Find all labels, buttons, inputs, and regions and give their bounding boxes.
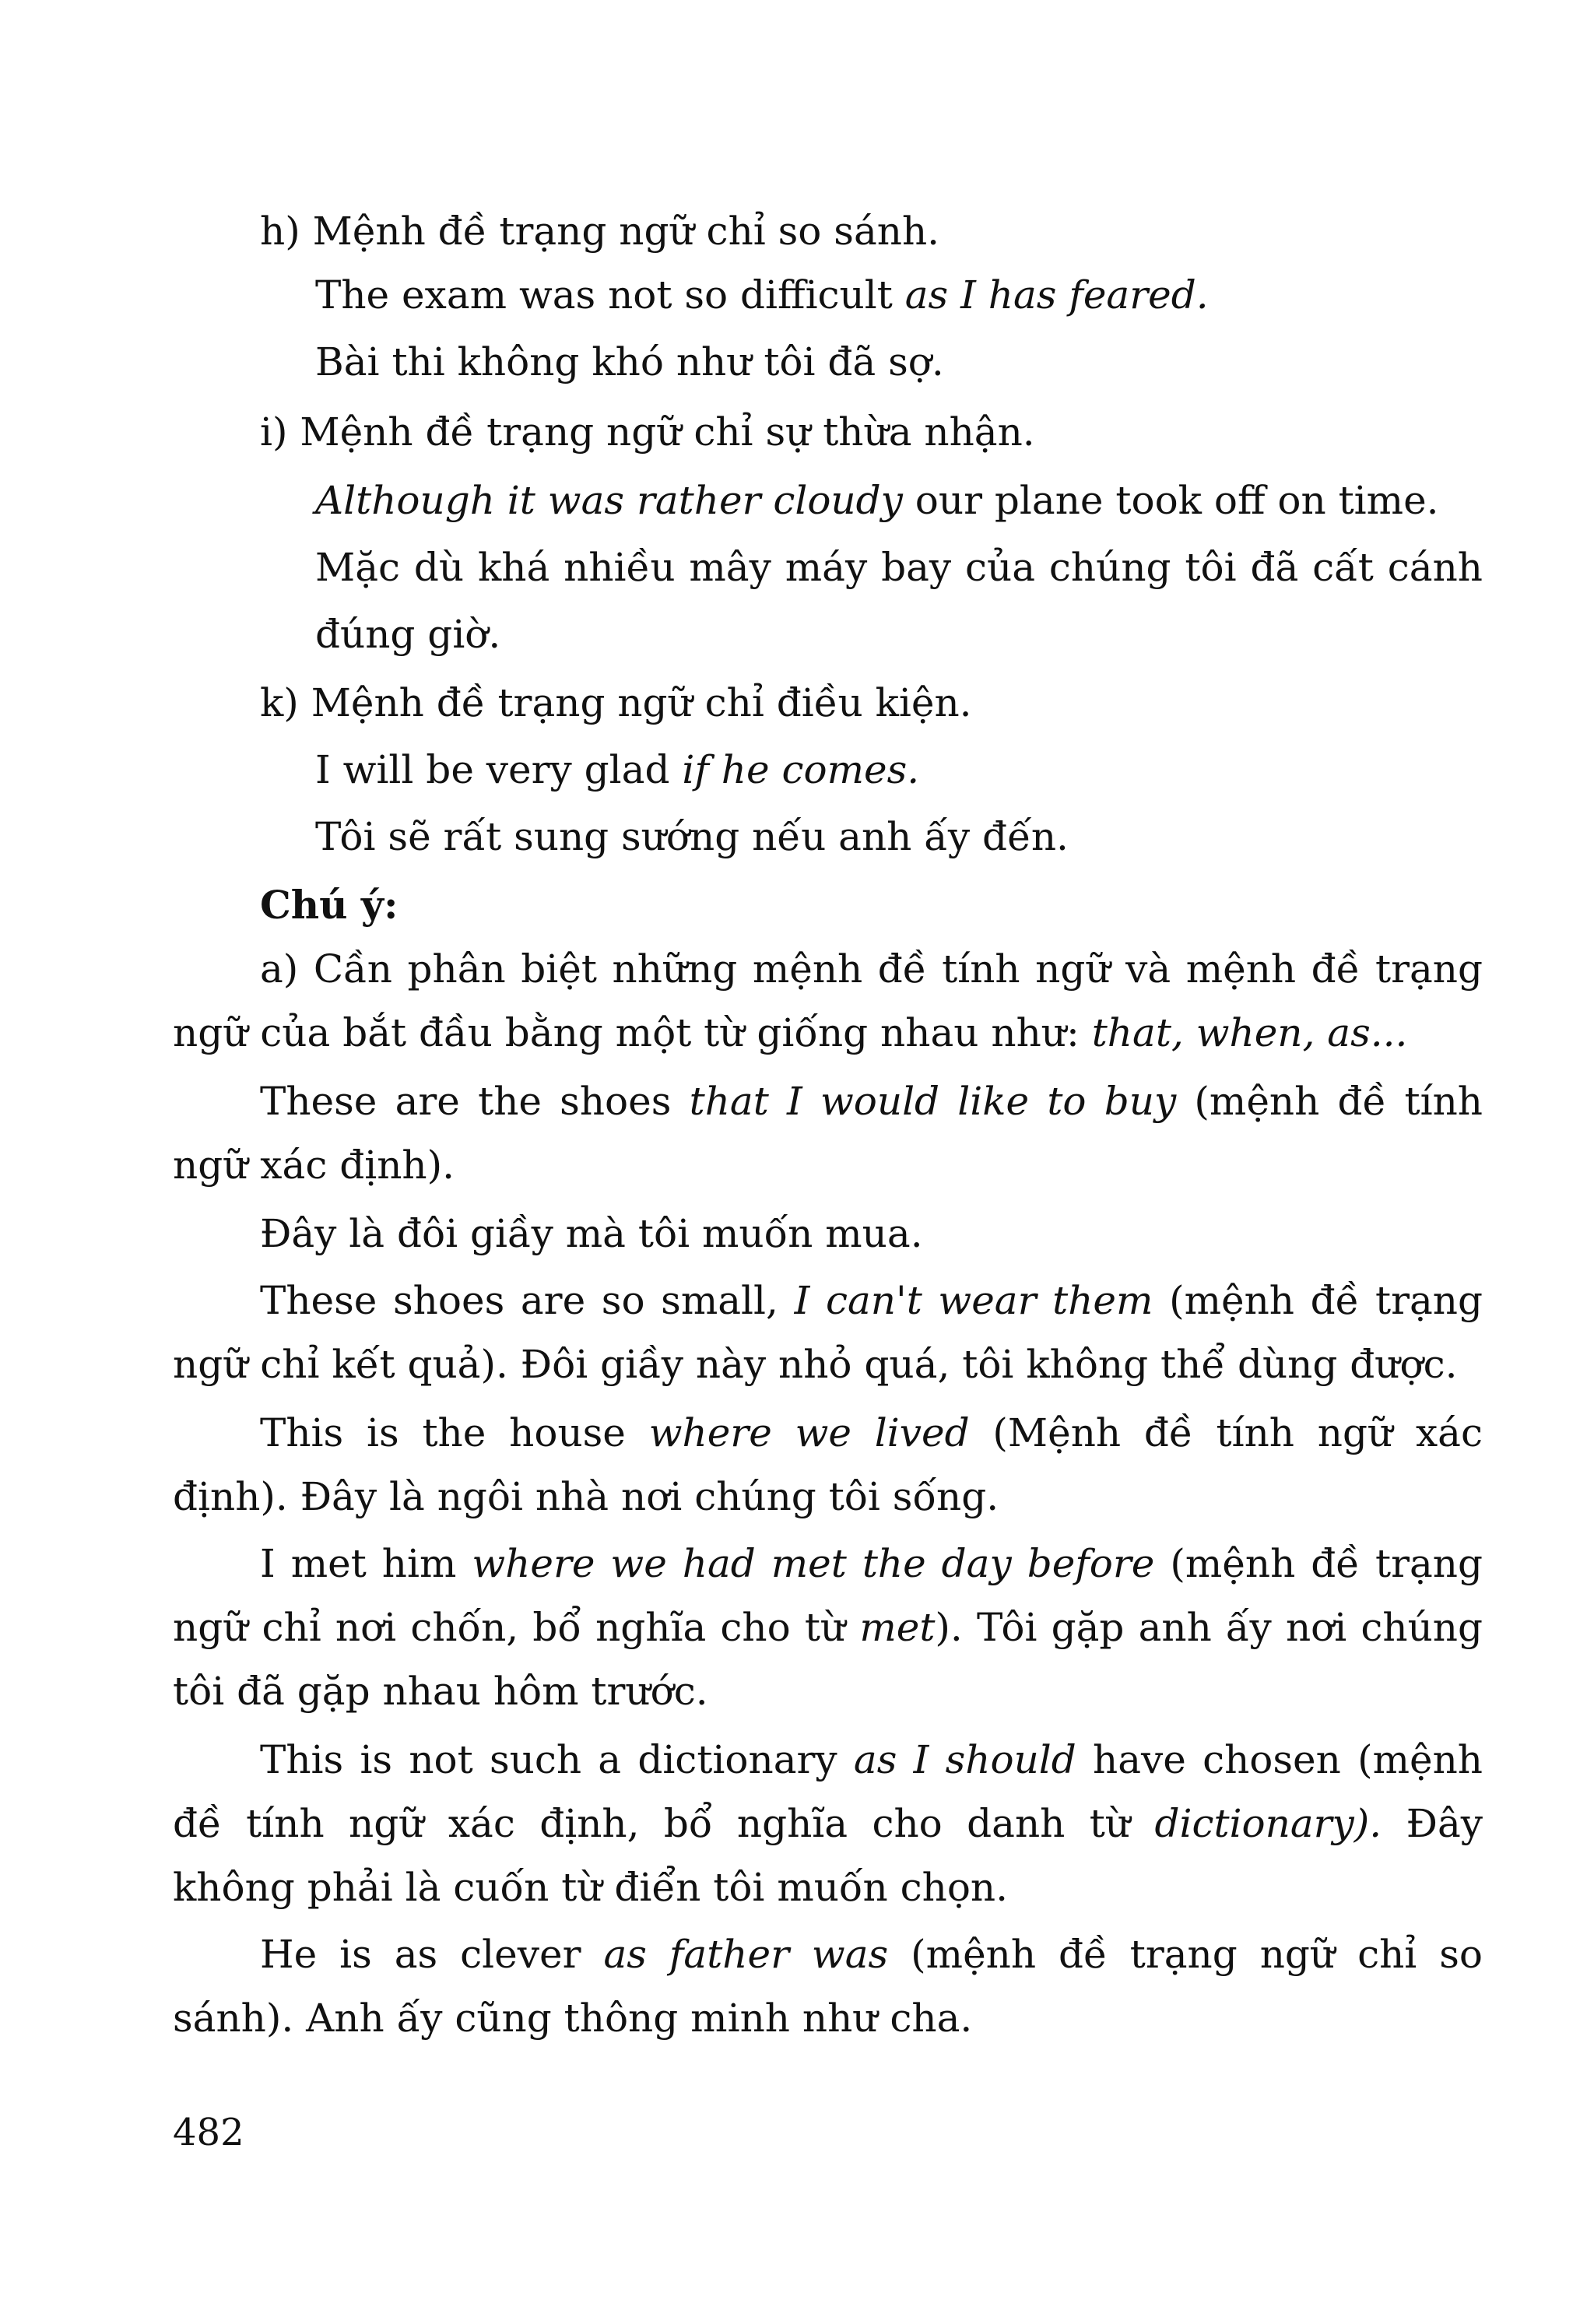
note-paragraph-1-line-2 <box>173 1010 1408 1055</box>
example-italic-clause: if he comes. <box>682 747 920 792</box>
example-en-h <box>315 272 1209 318</box>
example-text: I will be very glad <box>315 747 683 792</box>
note-paragraph-4-line-1 <box>260 1278 1483 1323</box>
text-segment: This is not such a dictionary <box>260 1737 854 1782</box>
note-paragraph-6-line-2 <box>173 1605 1483 1650</box>
text-segment: ngữ chỉ nơi chốn, bổ nghĩa cho từ <box>173 1605 860 1650</box>
note-paragraph-7-line-3 <box>173 1865 1009 1910</box>
text-segment: đề tính ngữ xác định, bổ nghĩa cho danh từ <box>173 1801 1155 1846</box>
text-segment: I met him <box>260 1541 472 1586</box>
example-vi-h: Bài thi không khó như tôi đã sợ. <box>315 339 944 384</box>
note-paragraph-2-line-1 <box>260 1079 1483 1124</box>
example-en-k <box>315 747 920 792</box>
text-segment: (mệnh đề tính <box>1176 1079 1483 1124</box>
example-italic-clause: as I has feared. <box>904 272 1209 318</box>
item-label-k: k) Mệnh đề trạng ngữ chỉ điều kiện. <box>260 680 972 725</box>
italic-segment: as father was <box>603 1932 889 1977</box>
text-segment: (mệnh đề trạng <box>1154 1541 1483 1586</box>
example-text: our plane took off on time. <box>902 478 1439 523</box>
text-segment: (Mệnh đề tính ngữ xác <box>969 1410 1483 1455</box>
italic-segment: as I should <box>853 1737 1076 1782</box>
note-paragraph-6-line-3 <box>173 1669 708 1714</box>
italic-segment: dictionary). <box>1154 1801 1382 1846</box>
text-segment: have chosen (mệnh <box>1076 1737 1483 1782</box>
note-paragraph-6-line-1 <box>260 1541 1483 1586</box>
text-segment: a) Cần phân biệt những mệnh đề tính ngữ và mệnh đề trạng <box>260 946 1483 992</box>
item-label-i: i) Mệnh đề trạng ngữ chỉ sự thừa nhận. <box>260 409 1035 455</box>
text-segment: He is as clever <box>260 1932 604 1977</box>
text-segment: ngữ xác định). <box>173 1143 455 1188</box>
italic-segment: where we lived <box>648 1410 970 1455</box>
note-paragraph-7-line-2 <box>173 1801 1483 1846</box>
italic-segment: where we had met the day before <box>472 1541 1155 1586</box>
note-paragraph-2-line-2 <box>173 1143 455 1188</box>
text-segment: ngữ của bắt đầu bằng một từ giống nhau như: <box>173 1010 1092 1055</box>
text-segment: tôi đã gặp nhau hôm trước. <box>173 1669 708 1714</box>
text-segment: Đây <box>1382 1801 1483 1846</box>
note-paragraph-5-line-2 <box>173 1474 999 1519</box>
text-segment: These shoes are so small, <box>260 1278 795 1323</box>
italic-segment: that, when, as... <box>1091 1010 1408 1055</box>
text-segment: Đây là đôi giầy mà tôi muốn mua. <box>260 1211 923 1256</box>
note-paragraph-7-line-1 <box>260 1737 1483 1782</box>
text-segment: ngữ chỉ kết quả). Đôi giầy này nhỏ quá, tôi không thể dùng được. <box>173 1342 1458 1387</box>
text-segment: (mệnh đề trạng <box>1153 1278 1483 1323</box>
example-vi-k: Tôi sẽ rất sung sướng nếu anh ấy đến. <box>315 814 1069 859</box>
text-segment: These are the shoes <box>260 1079 690 1124</box>
text-segment: sánh). Anh ấy cũng thông minh như cha. <box>173 1996 973 2041</box>
text-segment: không phải là cuốn từ điển tôi muốn chọn. <box>173 1865 1009 1910</box>
italic-segment: met <box>859 1605 936 1650</box>
item-label-h: h) Mệnh đề trạng ngữ chỉ so sánh. <box>260 209 940 254</box>
italic-segment: I can't wear them <box>794 1278 1153 1323</box>
example-text: The exam was not so difficult <box>315 272 905 318</box>
note-heading: Chú ý: <box>260 882 398 928</box>
page-number: 482 <box>173 2111 244 2154</box>
text-segment: (mệnh đề trạng ngữ chỉ so <box>888 1932 1483 1977</box>
example-vi-i-line-2: đúng giờ. <box>315 612 501 657</box>
note-paragraph-5-line-1 <box>260 1410 1483 1455</box>
note-paragraph-8-line-2 <box>173 1996 973 2041</box>
example-vi-i-line-1: Mặc dù khá nhiều mây máy bay của chúng tôi đã cất cánh <box>315 545 1483 590</box>
note-paragraph-1-line-1 <box>260 946 1483 992</box>
note-paragraph-8-line-1 <box>260 1932 1483 1977</box>
italic-segment: that I would like to buy <box>689 1079 1177 1124</box>
note-paragraph-3-line-1 <box>260 1211 923 1256</box>
text-segment: ). Tôi gặp anh ấy nơi chúng <box>935 1605 1483 1650</box>
example-en-i <box>315 478 1439 523</box>
text-segment: This is the house <box>260 1410 649 1455</box>
note-paragraph-4-line-2 <box>173 1342 1458 1387</box>
example-italic-clause: Although it was rather cloudy <box>315 478 903 523</box>
text-segment: định). Đây là ngôi nhà nơi chúng tôi sống. <box>173 1474 999 1519</box>
